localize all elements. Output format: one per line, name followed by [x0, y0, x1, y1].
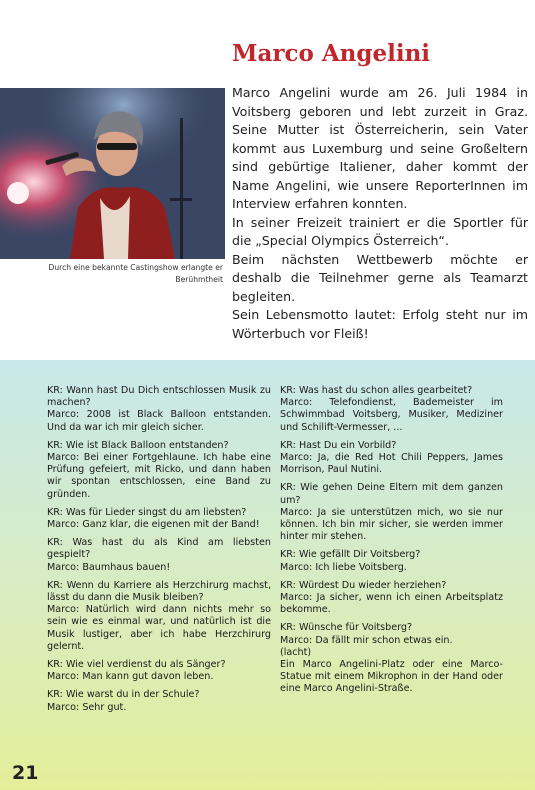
intro-paragraph: In seiner Freizeit trainiert er die Sportler für die „Special Olympics Österreich“.	[232, 214, 528, 248]
question: KR: Wie ist Black Balloon entstanden?	[47, 439, 229, 451]
singer-photo	[0, 88, 225, 259]
interview-item	[280, 580, 503, 617]
answer: Marco: Ja, die Red Hot Chili Peppers, James Morrison, Paul Nutini.	[280, 452, 503, 476]
intro-paragraph: Beim nächsten Wettbewerb möchte er deshalb die Teilnehmer gerne als Teamarzt begleiten.	[232, 251, 528, 304]
interview-item	[280, 622, 503, 695]
interview-item	[47, 385, 271, 434]
question: KR: Wie gefällt Dir Voitsberg?	[280, 549, 421, 561]
interview-item	[47, 659, 271, 683]
wavy-divider	[0, 355, 535, 365]
answer: Marco: Ganz klar, die eigenen mit der Band!	[47, 519, 260, 531]
interview-item	[280, 549, 503, 573]
question: KR: Was hast du schon alles gearbeitet?	[280, 385, 473, 396]
question: KR: Würdest Du wieder herziehen?	[280, 579, 447, 591]
intro-text	[232, 84, 528, 343]
answer: Marco: Man kann gut davon leben.	[47, 671, 214, 683]
interview-column-left	[47, 385, 271, 720]
answer: Marco: Ja sie unterstützen mich, wo sie nur können. Ich bin mir sicher, sie werden immer hinter mir stehen.	[280, 506, 503, 543]
answer-note: (lacht)	[280, 646, 312, 658]
answer: Marco: Telefondienst, Bademeister im Schwimmbad Voitsberg, Musiker, Mediziner und Schilift-Vermesser, ...	[280, 397, 503, 433]
answer: Marco: Ja sicher, wenn ich einen Arbeitsplatz bekomme.	[280, 592, 503, 616]
interview-item	[47, 580, 271, 653]
interview-item	[280, 440, 503, 477]
question: KR: Hast Du ein Vorbild?	[280, 439, 397, 451]
question: KR: Wenn du Karriere als Herzchirurg machst, lässt du dann die Musik bleiben?	[47, 579, 271, 604]
article-title: Marco Angelini	[232, 40, 431, 67]
intro-paragraph: Sein Lebensmotto lautet: Erfolg steht nur im Wörterbuch vor Fleiß!	[232, 307, 528, 341]
interview-item	[47, 537, 271, 574]
interview-column-right	[280, 385, 503, 702]
answer-continuation: Ein Marco Angelini-Platz oder eine Marco-Statue mit einem Mikrophon in der Hand oder eine Marco Angelini-Straße.	[280, 659, 503, 695]
question: KR: Wie gehen Deine Eltern mit dem ganzen um?	[280, 482, 503, 506]
interview-item	[47, 440, 271, 501]
page-number: 21	[12, 762, 39, 784]
answer: Marco: Ich liebe Voitsberg.	[280, 561, 407, 573]
answer: Marco: Sehr gut.	[47, 701, 127, 713]
question: KR: Wann hast Du Dich entschlossen Musik zu machen?	[47, 385, 271, 409]
interview-item	[280, 385, 503, 434]
intro-paragraph: Marco Angelini wurde am 26. Juli 1984 in Voitsberg geboren und lebt zurzeit in Graz. Seine Mutter ist Österreicherin, sein Vater kommt aus Luxemburg und seine Großeltern sind gebürtige Italiener, daher kommt der Name Angelini, wie unsere ReporterInnen im Interview erfahren konnten.	[232, 85, 528, 211]
question: KR: Was hast du als Kind am liebsten gespielt?	[47, 537, 271, 561]
answer: Marco: Bei einer Fortgehlaune. Ich habe eine Prüfung gefeiert, mit Ricko, und dann haben wir spontan entschlossen, eine Band zu gründen.	[47, 452, 271, 500]
answer: Marco: 2008 ist Black Balloon entstanden. Und da war ich mir gleich sicher.	[47, 409, 271, 433]
question: KR: Wie warst du in der Schule?	[47, 689, 200, 701]
answer: Marco: Natürlich wird dann nichts mehr so sein wie es einmal war, und natürlich ist die Musik lustiger, aber ich habe Herzchirurg gelernt.	[47, 604, 271, 652]
question: KR: Was für Lieder singst du am liebsten?	[47, 506, 247, 518]
question: KR: Wünsche für Voitsberg?	[280, 622, 413, 634]
question: KR: Wie viel verdienst du als Sänger?	[47, 659, 226, 671]
answer: Marco: Da fällt mir schon etwas ein.	[280, 634, 453, 646]
interview-item	[280, 482, 503, 543]
photo-caption: Durch eine bekannte Castingshow erlangte er Berühmtheit	[48, 263, 223, 284]
answer: Marco: Baumhaus bauen!	[47, 561, 171, 573]
interview-item	[47, 689, 271, 713]
interview-item	[47, 507, 271, 531]
